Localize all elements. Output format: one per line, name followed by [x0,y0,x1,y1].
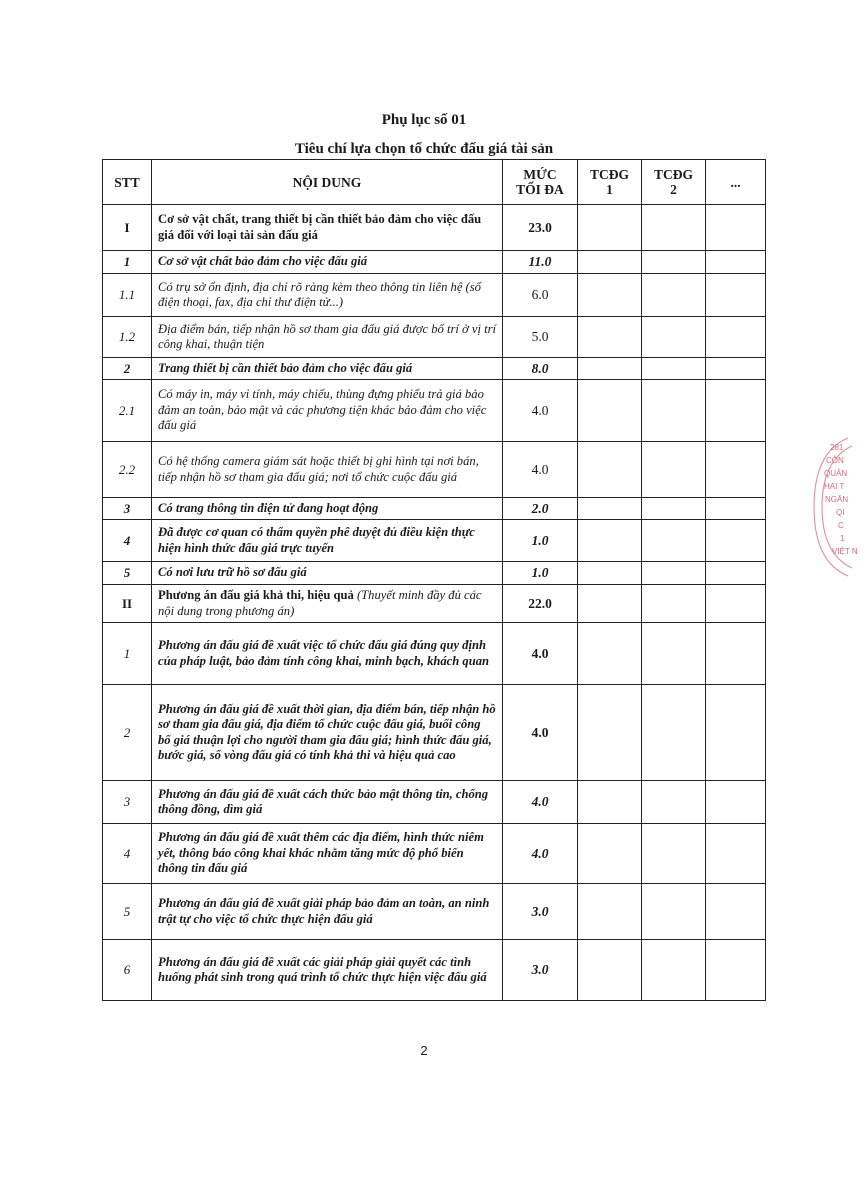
row-content: Cơ sở vật chất bảo đảm cho việc đấu giá [152,251,503,274]
header-tcdg2-line2: 2 [670,182,677,197]
stamp-text: 281 [830,443,844,452]
score-cell-more [706,520,766,562]
row-max: 23.0 [503,205,578,251]
row-stt: 2.2 [103,442,152,498]
row-content: Phương án đấu giá đề xuất thêm các địa điểm, hình thức niêm yết, thông báo công khai khác nhằm tăng mức độ phổ biến thông tin đấu giá [152,824,503,884]
red-seal-stamp [808,432,868,582]
score-cell-tcdg1 [578,520,642,562]
score-cell-tcdg2 [642,205,706,251]
row-stt: 2 [103,358,152,380]
score-cell-tcdg1 [578,251,642,274]
row-content: Địa điểm bán, tiếp nhận hồ sơ tham gia đấu giá được bố trí ở vị trí công khai, thuận tiện [152,317,503,358]
row-max: 11.0 [503,251,578,274]
header-max [503,160,578,205]
header-tcdg2 [642,160,706,205]
row-content: Phương án đấu giá đề xuất thời gian, địa điểm bán, tiếp nhận hồ sơ tham gia đấu giá, địa điểm tổ chức cuộc đấu giá, buổi công bố giá thuận lợi cho người tham gia đấu giá; hình thức đấu giá, bước giá, số vòng đấu giá có tính khả thi và hiệu quả cao [152,685,503,781]
score-cell-more [706,358,766,380]
score-cell-tcdg2 [642,685,706,781]
stamp-text: VIỆT N [832,547,858,556]
score-cell-tcdg1 [578,498,642,520]
row-max: 4.0 [503,781,578,824]
score-cell-tcdg2 [642,498,706,520]
row-stt: 4 [103,520,152,562]
score-cell-tcdg1 [578,685,642,781]
score-cell-tcdg2 [642,442,706,498]
score-cell-tcdg2 [642,251,706,274]
row-stt: 3 [103,498,152,520]
score-cell-more [706,251,766,274]
score-cell-tcdg2 [642,562,706,585]
header-stt: STT [103,160,152,205]
stamp-text: C [838,521,844,530]
row-stt: 4 [103,824,152,884]
score-cell-more [706,205,766,251]
score-cell-tcdg2 [642,781,706,824]
row-stt: 2.1 [103,380,152,442]
table-row [103,940,766,1001]
score-cell-more [706,884,766,940]
header-max-line1: MỨC [523,167,557,182]
score-cell-more [706,442,766,498]
score-cell-tcdg1 [578,442,642,498]
table-row [103,781,766,824]
header-max-line2: TỐI ĐA [516,182,564,197]
header-content: NỘI DUNG [152,160,503,205]
stamp-text: NGÂN [825,495,849,504]
header-tcdg1 [578,160,642,205]
row-stt: II [103,585,152,623]
score-cell-tcdg1 [578,781,642,824]
row-stt: 3 [103,781,152,824]
header-tcdg1-line1: TCĐG [589,167,629,182]
score-cell-tcdg1 [578,380,642,442]
row-max: 4.0 [503,824,578,884]
table-row [103,585,766,623]
score-cell-tcdg1 [578,358,642,380]
score-cell-more [706,498,766,520]
row-stt: I [103,205,152,251]
table-row [103,562,766,585]
row-stt: 1.1 [103,274,152,317]
row-content: Phương án đấu giá đề xuất việc tổ chức đấu giá đúng quy định của pháp luật, bảo đảm tính công khai, minh bạch, khách quan [152,623,503,685]
table-row [103,358,766,380]
row-content: Phương án đấu giá đề xuất các giải pháp giải quyết các tình huống phát sinh trong quá trình tổ chức thực hiện việc đấu giá [152,940,503,1001]
header-more: ... [706,160,766,205]
row-max: 4.0 [503,623,578,685]
score-cell-tcdg1 [578,824,642,884]
row-content: Có máy in, máy vi tính, máy chiếu, thùng đựng phiếu trả giá bảo đảm an toàn, bảo mật và các phương tiện khác bảo đảm cho việc đấu giá [152,380,503,442]
stamp-text: HAI T [824,482,845,491]
header-tcdg2-line1: TCĐG [653,167,693,182]
row-content [152,585,503,623]
row-stt: 1 [103,623,152,685]
score-cell-more [706,623,766,685]
score-cell-more [706,317,766,358]
row-max: 1.0 [503,520,578,562]
criteria-table [102,159,766,1001]
row-content: Cơ sở vật chất, trang thiết bị cần thiết bảo đảm cho việc đấu giá đối với loại tài sản đấu giá [152,205,503,251]
row-stt: 2 [103,685,152,781]
row-content: Trang thiết bị cần thiết bảo đảm cho việc đấu giá [152,358,503,380]
score-cell-more [706,940,766,1001]
row-content: Có trụ sở ổn định, địa chỉ rõ ràng kèm theo thông tin liên hệ (số điện thoại, fax, địa chỉ thư điện tử...) [152,274,503,317]
row-content-main: Phương án đấu giá khả thi, hiệu quả [158,588,354,602]
row-content: Có hệ thống camera giám sát hoặc thiết bị ghi hình tại nơi bán, tiếp nhận hồ sơ tham gia đấu giá; nơi tổ chức cuộc đấu giá [152,442,503,498]
table-row [103,824,766,884]
row-stt: 5 [103,562,152,585]
score-cell-tcdg1 [578,562,642,585]
score-cell-more [706,585,766,623]
row-stt: 1 [103,251,152,274]
row-max: 5.0 [503,317,578,358]
table-title: Tiêu chí lựa chọn tổ chức đấu giá tài sản [294,141,554,157]
row-content: Có nơi lưu trữ hồ sơ đấu giá [152,562,503,585]
score-cell-tcdg1 [578,940,642,1001]
row-max: 3.0 [503,940,578,1001]
stamp-text: 1 [840,534,845,543]
stamp-text: QUẢN [824,469,848,478]
table-row [103,498,766,520]
row-content: Đã được cơ quan có thẩm quyền phê duyệt đủ điều kiện thực hiện hình thức đấu giá trực tuyến [152,520,503,562]
stamp-text: CÔN [826,456,844,465]
score-cell-tcdg1 [578,884,642,940]
table-row [103,884,766,940]
row-max: 2.0 [503,498,578,520]
table-row [103,380,766,442]
row-content: Có trang thông tin điện tử đang hoạt động [152,498,503,520]
row-content-note: (Thuyết minh đầy đủ các nội dung trong phương án) [158,588,482,618]
score-cell-tcdg2 [642,940,706,1001]
score-cell-tcdg2 [642,884,706,940]
table-row [103,623,766,685]
stamp-text-group [824,443,858,556]
page-number: 2 [420,1043,428,1058]
score-cell-tcdg2 [642,520,706,562]
row-max: 8.0 [503,358,578,380]
row-max: 3.0 [503,884,578,940]
row-max: 1.0 [503,562,578,585]
row-content: Phương án đấu giá đề xuất giải pháp bảo đảm an toàn, an ninh trật tự cho việc tổ chức thực hiện đấu giá [152,884,503,940]
row-stt: 6 [103,940,152,1001]
row-max: 22.0 [503,585,578,623]
score-cell-tcdg1 [578,585,642,623]
table-header-row [103,160,766,205]
table-row [103,520,766,562]
score-cell-tcdg1 [578,274,642,317]
row-max: 6.0 [503,274,578,317]
table-row [103,251,766,274]
row-content: Phương án đấu giá đề xuất cách thức bảo mật thông tin, chống thông đồng, dìm giá [152,781,503,824]
stamp-text: QI [836,508,845,517]
row-stt: 1.2 [103,317,152,358]
score-cell-more [706,824,766,884]
score-cell-tcdg2 [642,824,706,884]
row-max: 4.0 [503,380,578,442]
table-row [103,274,766,317]
score-cell-more [706,380,766,442]
score-cell-tcdg2 [642,380,706,442]
score-cell-more [706,781,766,824]
score-cell-tcdg1 [578,205,642,251]
row-max: 4.0 [503,685,578,781]
score-cell-more [706,685,766,781]
score-cell-tcdg2 [642,585,706,623]
table-row [103,442,766,498]
table-row [103,205,766,251]
score-cell-tcdg2 [642,358,706,380]
score-cell-tcdg2 [642,623,706,685]
table-row [103,685,766,781]
score-cell-more [706,274,766,317]
score-cell-tcdg1 [578,623,642,685]
row-stt: 5 [103,884,152,940]
appendix-title: Phụ lục số 01 [381,112,467,128]
score-cell-more [706,562,766,585]
table-row [103,317,766,358]
header-tcdg1-line2: 1 [606,182,613,197]
score-cell-tcdg1 [578,317,642,358]
score-cell-tcdg2 [642,317,706,358]
score-cell-tcdg2 [642,274,706,317]
row-max: 4.0 [503,442,578,498]
